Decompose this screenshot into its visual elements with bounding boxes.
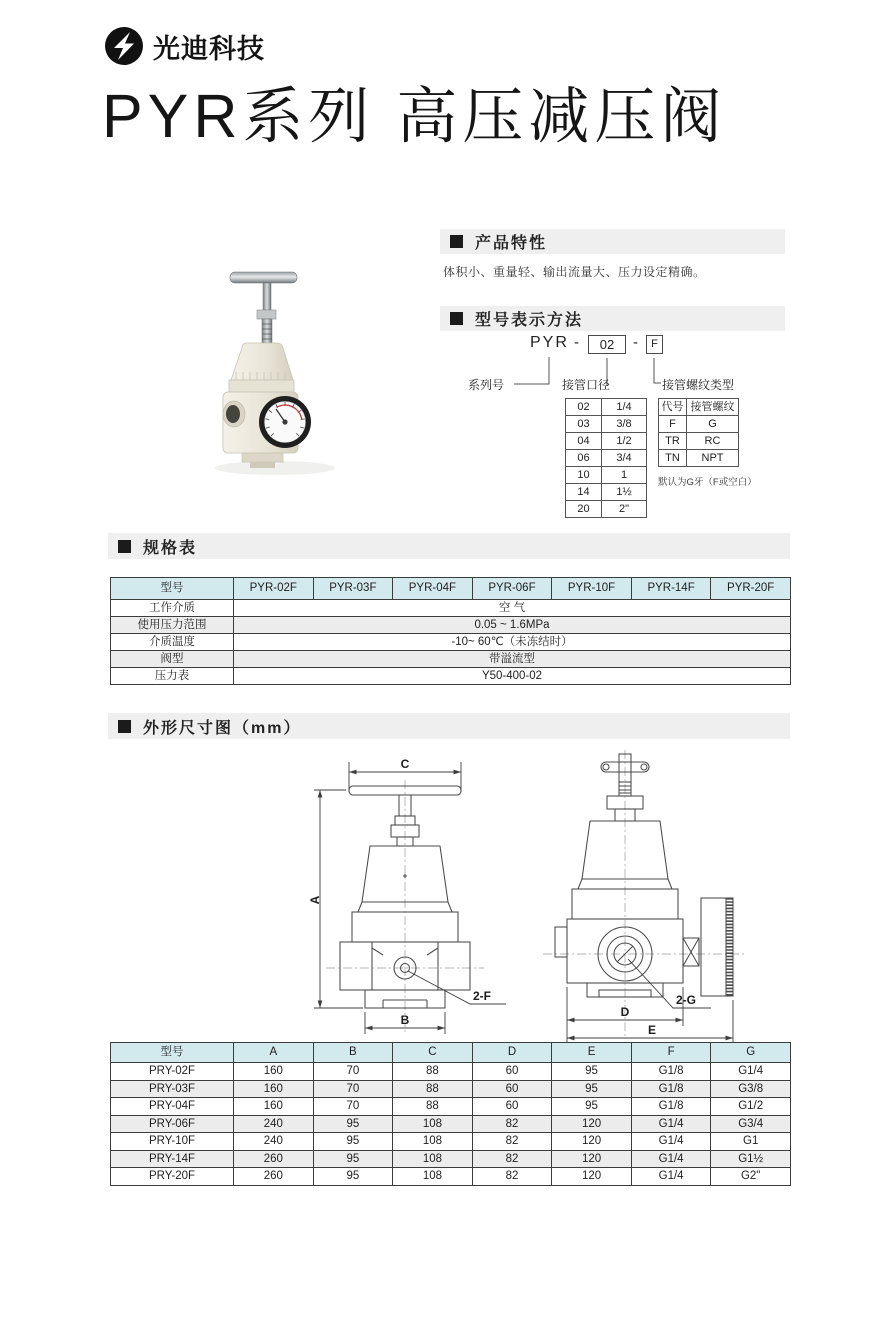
- table-row: [566, 484, 647, 501]
- table-cell: 95: [552, 1098, 632, 1116]
- table-row: [111, 634, 791, 651]
- table-cell: G: [687, 416, 739, 433]
- dimension-drawing-front: [280, 742, 530, 1042]
- model-size-box: 02: [588, 335, 626, 354]
- port-label-2f: 2-F: [473, 989, 491, 1003]
- table-cell: 160: [234, 1098, 314, 1116]
- table-cell: 06: [566, 450, 602, 467]
- dim-label-a: A: [308, 895, 322, 905]
- table-cell: G1/4: [631, 1150, 711, 1168]
- table-cell: 代号: [659, 399, 687, 416]
- dim-label-e: E: [647, 1023, 657, 1037]
- table-cell: 型号: [111, 578, 234, 600]
- table-cell: 接管螺纹: [687, 399, 739, 416]
- table-cell: TN: [659, 450, 687, 467]
- table-row: [111, 1150, 791, 1168]
- table-row: [659, 433, 739, 450]
- table-cell: PRY-03F: [111, 1080, 234, 1098]
- dim-label-d: D: [620, 1005, 630, 1019]
- table-cell: 120: [552, 1115, 632, 1133]
- table-cell: NPT: [687, 450, 739, 467]
- table-cell: 120: [552, 1133, 632, 1151]
- table-cell: 108: [393, 1133, 473, 1151]
- table-row: [111, 1133, 791, 1151]
- table-cell: -10~ 60℃（未冻结时）: [234, 634, 791, 651]
- section-dimensions: [108, 713, 790, 739]
- table-cell: G1: [711, 1133, 791, 1151]
- thread-label: 接管螺纹类型: [662, 378, 735, 392]
- table-cell: 60: [472, 1080, 552, 1098]
- table-header-row: [659, 399, 739, 416]
- table-cell: G1/8: [631, 1080, 711, 1098]
- dimension-table: [110, 1042, 791, 1186]
- series-label: 系列号: [468, 378, 505, 392]
- size-code-table: [565, 398, 647, 518]
- table-cell: 70: [313, 1063, 393, 1081]
- table-cell: 120: [552, 1150, 632, 1168]
- table-cell: A: [234, 1043, 314, 1063]
- table-cell: PRY-20F: [111, 1168, 234, 1186]
- table-cell: 95: [313, 1115, 393, 1133]
- table-cell: 60: [472, 1098, 552, 1116]
- table-cell: G3/4: [711, 1115, 791, 1133]
- brand: [104, 26, 265, 66]
- dimension-drawing-side: [515, 742, 765, 1047]
- pressure-gauge: [259, 396, 311, 448]
- table-cell: 1/2: [602, 433, 647, 450]
- table-cell: 82: [472, 1150, 552, 1168]
- table-cell: F: [659, 416, 687, 433]
- table-cell: B: [313, 1043, 393, 1063]
- table-cell: PRY-02F: [111, 1063, 234, 1081]
- table-cell: 260: [234, 1168, 314, 1186]
- table-row: [659, 450, 739, 467]
- table-row: [566, 501, 647, 518]
- table-cell: 03: [566, 416, 602, 433]
- table-cell: PRY-14F: [111, 1150, 234, 1168]
- table-cell: 88: [393, 1098, 473, 1116]
- table-cell: 82: [472, 1168, 552, 1186]
- table-cell: 160: [234, 1080, 314, 1098]
- table-cell: F: [631, 1043, 711, 1063]
- model-dash: -: [633, 334, 638, 351]
- table-cell: D: [472, 1043, 552, 1063]
- table-cell: 阀型: [111, 651, 234, 668]
- table-cell: 1/4: [602, 399, 647, 416]
- table-cell: 240: [234, 1133, 314, 1151]
- table-cell: G1/4: [631, 1168, 711, 1186]
- table-header-row: [111, 1043, 791, 1063]
- table-cell: 02: [566, 399, 602, 416]
- table-cell: G1/4: [631, 1133, 711, 1151]
- dim-label-b: B: [400, 1013, 410, 1027]
- table-cell: G2": [711, 1168, 791, 1186]
- table-cell: 介质温度: [111, 634, 234, 651]
- model-code-diagram: [440, 334, 790, 534]
- features-text: 体积小、重量轻、输出流量大、压力设定精确。: [443, 265, 706, 279]
- table-cell: PYR-20F: [711, 578, 791, 600]
- table-cell: PRY-06F: [111, 1115, 234, 1133]
- table-cell: 60: [472, 1063, 552, 1081]
- brand-logo-icon: [104, 26, 144, 66]
- table-cell: 108: [393, 1150, 473, 1168]
- table-cell: 空 气: [234, 600, 791, 617]
- table-row: [566, 416, 647, 433]
- table-cell: 95: [313, 1150, 393, 1168]
- table-cell: 120: [552, 1168, 632, 1186]
- table-cell: 95: [313, 1168, 393, 1186]
- table-cell: PYR-14F: [631, 578, 711, 600]
- table-cell: 82: [472, 1133, 552, 1151]
- table-cell: PYR-06F: [472, 578, 552, 600]
- table-cell: 0.05 ~ 1.6MPa: [234, 617, 791, 634]
- table-cell: G: [711, 1043, 791, 1063]
- table-cell: G1/8: [631, 1098, 711, 1116]
- table-row: [111, 1063, 791, 1081]
- table-cell: 160: [234, 1063, 314, 1081]
- table-row: [111, 651, 791, 668]
- table-row: [566, 433, 647, 450]
- table-row: [111, 1080, 791, 1098]
- table-cell: 10: [566, 467, 602, 484]
- table-cell: 3/8: [602, 416, 647, 433]
- table-row: [566, 467, 647, 484]
- thread-note: 默认为G牙（F或空白）: [658, 477, 757, 488]
- section-features: [440, 229, 785, 254]
- section-bullet-icon: [450, 235, 463, 248]
- section-title: 产品特性: [475, 235, 548, 252]
- table-header-row: [111, 578, 791, 600]
- table-cell: 带溢流型: [234, 651, 791, 668]
- table-cell: G3/8: [711, 1080, 791, 1098]
- table-cell: 88: [393, 1063, 473, 1081]
- table-cell: 95: [552, 1080, 632, 1098]
- table-cell: RC: [687, 433, 739, 450]
- table-row: [111, 617, 791, 634]
- table-cell: 3/4: [602, 450, 647, 467]
- model-dash: -: [574, 334, 579, 351]
- table-cell: 压力表: [111, 668, 234, 685]
- table-cell: 88: [393, 1080, 473, 1098]
- table-cell: 04: [566, 433, 602, 450]
- table-cell: 240: [234, 1115, 314, 1133]
- dim-label-c: C: [400, 757, 410, 771]
- table-cell: PRY-10F: [111, 1133, 234, 1151]
- table-cell: 82: [472, 1115, 552, 1133]
- section-bullet-icon: [118, 720, 131, 733]
- table-cell: PYR-10F: [552, 578, 632, 600]
- section-specs: [108, 533, 790, 559]
- table-cell: 型号: [111, 1043, 234, 1063]
- thread-code-table: [658, 398, 739, 467]
- product-photo: [180, 240, 395, 480]
- table-cell: 使用压力范围: [111, 617, 234, 634]
- section-bullet-icon: [450, 312, 463, 325]
- table-cell: PRY-04F: [111, 1098, 234, 1116]
- table-cell: 260: [234, 1150, 314, 1168]
- table-row: [111, 1168, 791, 1186]
- table-cell: C: [393, 1043, 473, 1063]
- model-series-text: PYR: [530, 334, 569, 351]
- table-cell: TR: [659, 433, 687, 450]
- section-title: 型号表示方法: [475, 312, 584, 329]
- table-cell: PYR-03F: [313, 578, 393, 600]
- table-row: [566, 399, 647, 416]
- table-cell: 工作介质: [111, 600, 234, 617]
- table-cell: G1/2: [711, 1098, 791, 1116]
- table-cell: G1½: [711, 1150, 791, 1168]
- table-cell: 95: [313, 1133, 393, 1151]
- table-cell: 70: [313, 1098, 393, 1116]
- table-row: [659, 416, 739, 433]
- section-bullet-icon: [118, 540, 131, 553]
- spec-table: [110, 577, 791, 685]
- section-title: 外形尺寸图（mm）: [143, 719, 302, 737]
- size-label: 接管口径: [562, 378, 611, 392]
- table-cell: PYR-02F: [234, 578, 314, 600]
- table-row: [566, 450, 647, 467]
- table-cell: 1½: [602, 484, 647, 501]
- table-cell: 108: [393, 1115, 473, 1133]
- table-cell: G1/4: [711, 1063, 791, 1081]
- table-cell: 14: [566, 484, 602, 501]
- table-cell: 2": [602, 501, 647, 518]
- table-cell: Y50-400-02: [234, 668, 791, 685]
- table-cell: 20: [566, 501, 602, 518]
- table-cell: 95: [552, 1063, 632, 1081]
- model-thread-box: F: [646, 335, 663, 354]
- port-label-2g: 2-G: [676, 993, 697, 1007]
- table-cell: E: [552, 1043, 632, 1063]
- table-cell: G1/8: [631, 1063, 711, 1081]
- table-row: [111, 1115, 791, 1133]
- table-cell: 108: [393, 1168, 473, 1186]
- table-cell: G1/4: [631, 1115, 711, 1133]
- brand-name: 光迪科技: [153, 33, 265, 64]
- section-title: 规格表: [143, 539, 198, 557]
- section-model-code: [440, 306, 785, 331]
- table-cell: 70: [313, 1080, 393, 1098]
- page-title: PYR系列 高压减压阀: [102, 82, 727, 150]
- table-cell: 1: [602, 467, 647, 484]
- table-row: [111, 668, 791, 685]
- table-cell: PYR-04F: [393, 578, 473, 600]
- table-row: [111, 1098, 791, 1116]
- table-row: [111, 600, 791, 617]
